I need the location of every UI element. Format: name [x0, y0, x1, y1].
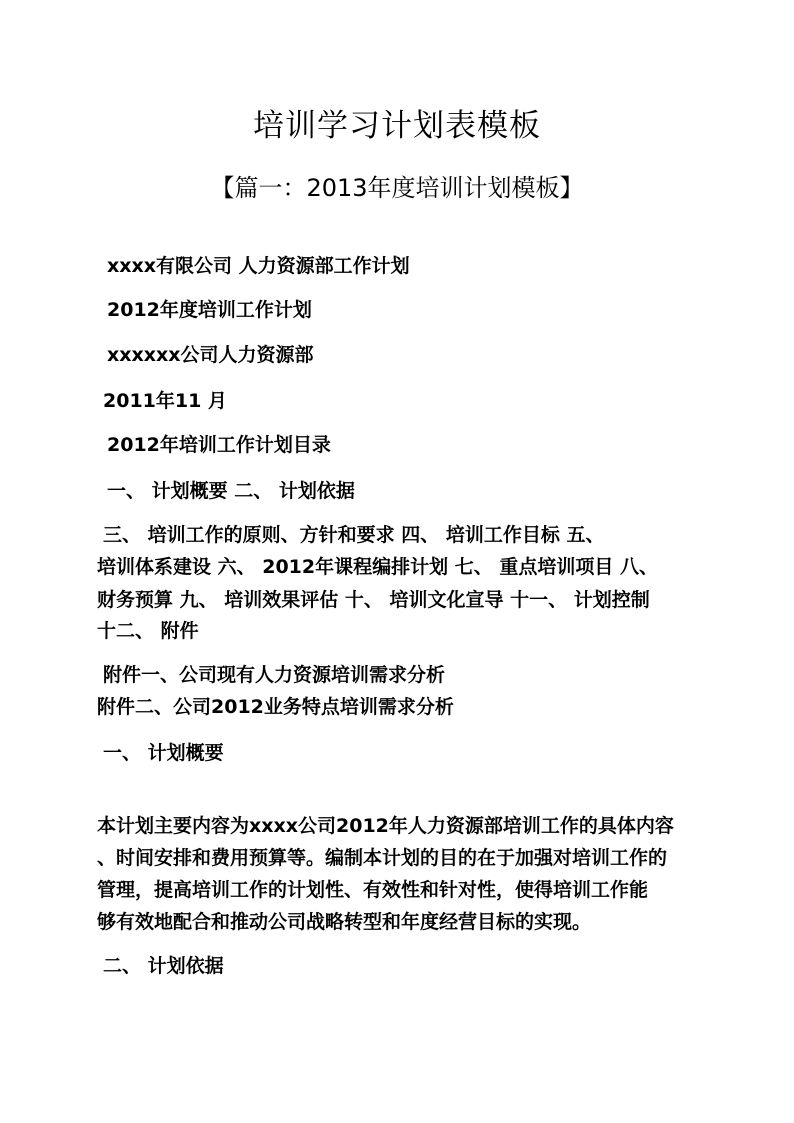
document-title: 培训学习计划表模板 [253, 108, 541, 144]
toc-line-5: 十二、 附件 [97, 620, 199, 642]
company-plan-line: xxxx有限公司 人力资源部工作计划 [107, 255, 410, 277]
document-subtitle: 【篇一：2013年度培训计划模板】 [210, 174, 584, 202]
section-2-heading: 二、 计划依据 [103, 955, 224, 977]
date-line: 2011年11 月 [103, 390, 227, 412]
section-1-body-line: 本计划主要内容为xxxx公司2012年人力资源部培训工作的具体内容 [97, 815, 674, 837]
section-1-body-line: 够有效地配合和推动公司战略转型和年度经营目标的实现。 [97, 911, 592, 933]
toc-title: 2012年培训工作计划目录 [107, 434, 331, 456]
section-1-body-line: 、时间安排和费用预算等。编制本计划的目的在于加强对培训工作的 [97, 847, 668, 869]
toc-line-1: 一、 计划概要 二、 计划依据 [107, 480, 355, 502]
department-line: xxxxxx公司人力资源部 [107, 344, 314, 366]
annual-plan-line: 2012年度培训工作计划 [107, 299, 312, 321]
appendix-1: 附件一、公司现有人力资源培训需求分析 [103, 664, 446, 686]
section-1-heading: 一、 计划概要 [103, 742, 224, 764]
appendix-2: 附件二、公司2012业务特点培训需求分析 [97, 696, 454, 718]
section-1-body [97, 810, 674, 938]
toc-line-2: 三、 培训工作的原则、方针和要求 四、 培训工作目标 五、 [103, 524, 605, 546]
section-1-body-line: 管理，提高培训工作的计划性、有效性和针对性，使得培训工作能 [97, 879, 649, 901]
toc-line-3: 培训体系建设 六、 2012年课程编排计划 七、 重点培训项目 八、 [97, 556, 658, 578]
toc-line-4: 财务预算 九、 培训效果评估 十、 培训文化宣导 十一、 计划控制 [97, 589, 650, 611]
